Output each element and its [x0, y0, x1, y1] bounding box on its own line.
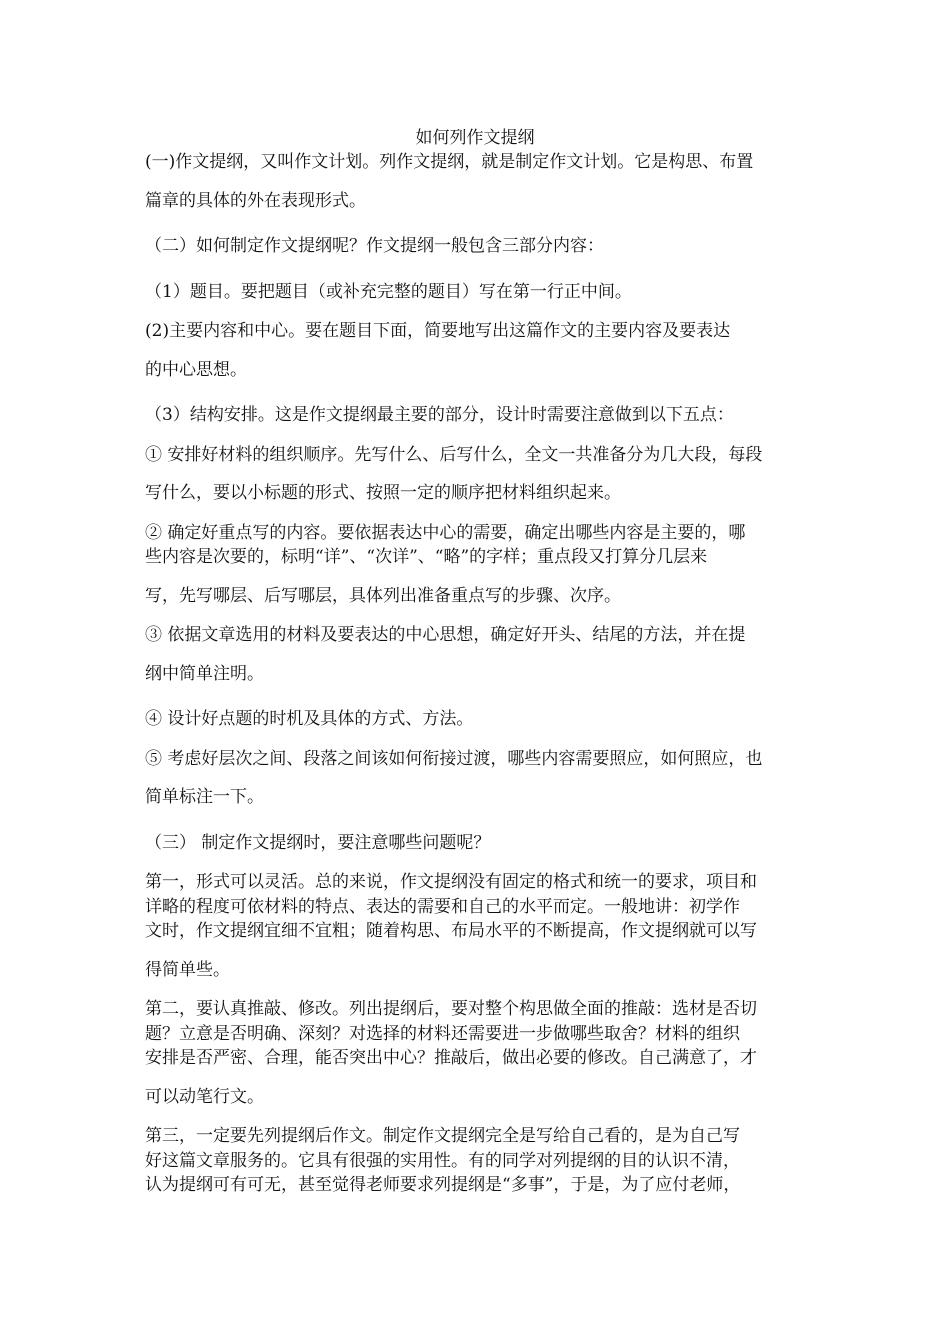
paragraph-point-5 — [145, 747, 807, 772]
paragraph-point-2 — [145, 521, 807, 570]
text-line: 安排是否严密、合理，能否突出中心？推敲后，做出必要的修改。自己满意了，才 — [145, 1048, 757, 1068]
text-line: ① 安排好材料的组织顺序。先写什么、后写什么，全文一共准备分为几大段，每段 — [145, 444, 763, 465]
text-line: 篇章的具体的外在表现形式。 — [145, 190, 366, 211]
paragraph-item-3 — [145, 403, 807, 428]
paragraph-section-3-heading — [145, 831, 807, 856]
paragraph-rule-3 — [145, 1124, 807, 1198]
paragraph-point-1 — [145, 443, 807, 468]
document-body — [145, 150, 807, 1198]
paragraph-rule-1 — [145, 870, 807, 944]
text-line: ③ 依据文章选用的材料及要表达的中心思想，确定好开头、结尾的方法，并在提 — [145, 625, 746, 645]
text-line: 好这篇文章服务的。它具有很强的实用性。有的同学对列提纲的目的认识不清， — [145, 1150, 740, 1171]
paragraph-rule-2 — [145, 997, 807, 1071]
text-line: (一)作文提纲，又叫作文计划。列作文提纲，就是制定作文计划。它是构思、布置 — [145, 152, 754, 172]
text-line: ⑤ 考虑好层次之间、段落之间该如何衔接过渡，哪些内容需要照应，如何照应，也 — [145, 748, 763, 769]
text-line: 的中心思想。 — [145, 359, 247, 380]
text-line: 可以动笔行文。 — [145, 1086, 264, 1107]
paragraph-item-2 — [145, 319, 807, 344]
paragraph-section-2-heading — [145, 234, 807, 259]
text-line: 简单标注一下。 — [145, 787, 264, 807]
text-line: 得简单些。 — [145, 959, 230, 980]
text-line: （二）如何制定作文提纲呢？作文提纲一般包含三部分内容： — [145, 236, 604, 256]
paragraph-point-3 — [145, 623, 807, 648]
text-line: 写，先写哪层、后写哪层，具体列出准备重点写的步骤、次序。 — [145, 585, 621, 606]
text-line: 些内容是次要的，标明“详”、“次详”、“略”的字样；重点段又打算分几层来 — [145, 547, 708, 567]
text-line: 纲中简单注明。 — [145, 663, 264, 684]
paragraph-point-4 — [145, 707, 807, 732]
text-line: （1）题目。要把题目（或补充完整的题目）写在第一行正中间。 — [145, 281, 632, 302]
text-line: 认为提纲可有可无，甚至觉得老师要求列提纲是“多事”，于是，为了应付老师， — [145, 1175, 741, 1195]
text-line: 详略的程度可依材料的特点、表达的需要和自己的水平而定。一般地讲：初学作 — [145, 896, 740, 917]
text-line: 写什么，要以小标题的形式、按照一定的顺序把材料组织起来。 — [145, 483, 621, 503]
text-line: 第一，形式可以灵活。总的来说，作文提纲没有固定的格式和统一的要求，项目和 — [145, 872, 757, 892]
paragraph-item-1 — [145, 280, 807, 305]
text-line: 题？立意是否明确、深刻？对选择的材料还需要进一步做哪些取舍？材料的组织 — [145, 1023, 740, 1044]
text-line: （3）结构安排。这是作文提纲最主要的部分，设计时需要注意做到以下五点： — [145, 405, 734, 425]
text-line: （三） 制定作文提纲时，要注意哪些问题呢？ — [145, 832, 491, 853]
text-line: (2)主要内容和中心。要在题目下面，简要地写出这篇作文的主要内容及要表达 — [145, 321, 731, 341]
text-line: 文时，作文提纲宜细不宜粗；随着构思、布局水平的不断提高，作文提纲就可以写 — [145, 921, 757, 941]
document-title: 如何列作文提纲 — [415, 128, 535, 148]
paragraph-definition — [145, 150, 807, 175]
text-line: 第二，要认真推敲、修改。列出提纲后，要对整个构思做全面的推敲：选材是否切 — [145, 999, 757, 1019]
text-line: 第三，一定要先列提纲后作文。制定作文提纲完全是写给自己看的，是为自己写 — [145, 1126, 740, 1146]
text-line: ② 确定好重点写的内容。要依据表达中心的需要，确定出哪些内容是主要的，哪 — [145, 522, 746, 543]
text-line: ④ 设计好点题的时机及具体的方式、方法。 — [145, 709, 474, 729]
